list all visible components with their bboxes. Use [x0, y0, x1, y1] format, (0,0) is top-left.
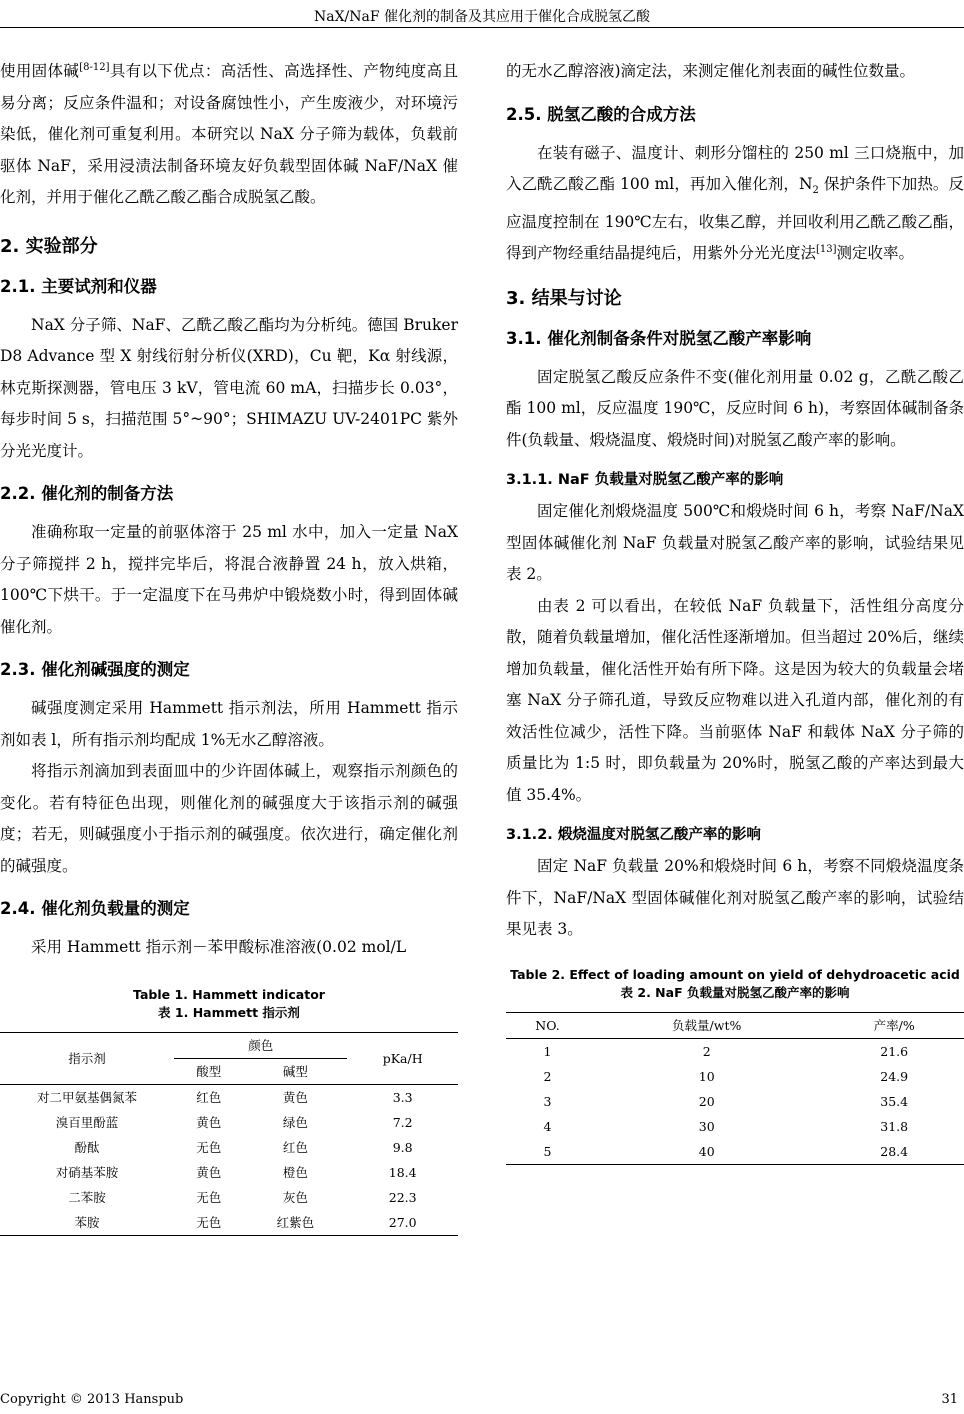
- table-row: 酚酞 无色 红色 9.8: [74, 1139, 413, 1155]
- citation[interactable]: [8-12]: [79, 61, 110, 73]
- table2-header-load: 负载量/wt%: [589, 1012, 824, 1038]
- table-row: 苯胺 无色 红紫色 27.0: [0, 1210, 458, 1236]
- table-1: [0, 1032, 458, 1236]
- section-heading-3-1-1: 3.1.1. NaF 负载量对脱氢乙酸产率的影响: [506, 472, 784, 489]
- page-number: 31: [941, 1392, 958, 1407]
- section-heading-2-3: 2.3. 催化剂碱强度的测定: [0, 660, 190, 679]
- left-column: [0, 56, 458, 1236]
- loading-paragraph: 采用 Hammett 指示剂－苯甲酸标准溶液(0.02 mol/L: [31, 938, 407, 956]
- conditions-paragraph: 固定脱氢乙酸反应条件不变(催化剂用量 0.02 g，乙酰乙酸乙酯 100 ml，反应温度 190℃，反应时间 6 h)，考察固体碱制备条件(负载量、煅烧温度、煅烧时间)对脱氢乙酸产率的影响。: [506, 367, 964, 449]
- table1-header-acid: 酸型: [174, 1058, 243, 1084]
- table2-caption-zh: 表 2. NaF 负载量对脱氢乙酸产率的影响: [620, 984, 850, 1000]
- reagents-paragraph: NaX 分子筛、NaF、乙酰乙酸乙酯均为分析纯。德国 Bruker D8 Advance 型 X 射线衍射分析仪(XRD)，Cu 靶，Kα 射线源，林克斯探测器，管电压 3 kV，管电流 60 mA，扫描步长 0.03°，每步时间 5 s，扫描范围 5°~90°；SHIMAZU UV-2401PC 紫外分光光度计。: [0, 315, 458, 460]
- table1-header-indicator: 指示剂: [0, 1032, 174, 1084]
- loading-paragraph-cont: 的无水乙醇溶液)滴定法，来测定催化剂表面的碱性位数量。: [506, 62, 916, 80]
- header-rule: [0, 27, 964, 28]
- section-heading-2: 2. 实验部分: [0, 235, 98, 257]
- base-strength-paragraph-1: 碱强度测定采用 Hammett 指示剂法，所用 Hammett 指示剂如表 l，所有指示剂均配成 1%无水乙醇溶液。: [0, 699, 458, 749]
- section-heading-3-1-2: 3.1.2. 煅烧温度对脱氢乙酸产率的影响: [506, 827, 761, 844]
- running-header: NaX/NaF 催化剂的制备及其应用于催化合成脱氢乙酸: [313, 9, 651, 25]
- citation[interactable]: [13]: [816, 243, 837, 255]
- calcination-paragraph: 固定 NaF 负载量 20%和煅烧时间 6 h，考察不同煅烧温度条件下，NaF/NaX 型固体碱催化剂对脱氢乙酸产率的影响，试验结果见表 3。: [506, 857, 964, 939]
- table-row: 溴百里酚蓝 黄色 绿色 7.2: [55, 1114, 413, 1130]
- synthesis-paragraph: 在装有磁子、温度计、刺形分馏柱的 250 ml 三口烧瓶中，加入乙酰乙酸乙酯 100 ml，再加入催化剂，$N_2$ 保护条件下加热。反应温度控制在 190℃左右，收集乙醇，并回收利用乙酰乙酸乙酯，得到产物经重结晶提纯后，用紫外分光光度法[13]测定收率。: [506, 143, 964, 263]
- right-column: [506, 56, 964, 1165]
- table-row: 1 2 21.6: [543, 1043, 909, 1059]
- section-heading-2-5: 2.5. 脱氢乙酸的合成方法: [506, 104, 696, 124]
- table-row: 4 30 31.8: [543, 1118, 909, 1134]
- table-row: 对硝基苯胺 黄色 橙色 18.4: [55, 1164, 417, 1180]
- table1-header-color: 颜色: [174, 1032, 347, 1058]
- base-strength-paragraph-2: 将指示剂滴加到表面皿中的少许固体碱上，观察指示剂颜色的变化。若有特征色出现，则催化剂的碱强度大于该指示剂的碱强度；若无，则碱强度小于指示剂的碱强度。依次进行，确定催化剂的碱强度。: [0, 762, 458, 875]
- loading-effect-paragraph-2: 由表 2 可以看出，在较低 NaF 负载量下，活性组分高度分散，随着负载量增加，催化活性逐渐增加。但当超过 20%后，继续增加负载量，催化活性开始有所下降。这是因为较大的负载量会堵塞 NaX 分子筛孔道，导致反应物难以进入孔道内部，催化剂的有效活性位减少，活性下降。当前驱体 NaF 和载体 NaX 分子筛的质量比为 1:5 时，即负载量为 20%时，脱氢乙酸的产率达到最大值 35.4%。: [506, 596, 964, 804]
- table-2: [506, 1012, 964, 1165]
- table-row: 对二甲氨基偶氮苯 红色 黄色 3.3: [37, 1089, 413, 1105]
- table-row: 3 20 35.4: [543, 1093, 909, 1109]
- section-heading-2-2: 2.2. 催化剂的制备方法: [0, 484, 174, 503]
- table-row: 2 10 24.9: [543, 1068, 909, 1084]
- table-row: 5 40 28.4: [506, 1139, 964, 1165]
- table1-header-pka: pKa/H: [347, 1032, 458, 1084]
- table1-caption-zh: 表 1. Hammett 指示剂: [158, 1004, 300, 1020]
- intro-paragraph: 使用固体碱[8-12]具有以下优点：高活性、高选择性、产物纯度高且易分离；反应条件温和；对设备腐蚀性小，产生废液少，对环境污染低，催化剂可重复利用。本研究以 NaX 分子筛为载体，负载前驱体 NaF，采用浸渍法制备环境友好负载型固体碱 NaF/NaX 催化剂，并用于催化乙酰乙酸乙酯合成脱氢乙酸。: [0, 61, 458, 206]
- section-heading-3-1: 3.1. 催化剂制备条件对脱氢乙酸产率影响: [506, 328, 812, 348]
- table2-header-no: NO.: [506, 1012, 589, 1038]
- table-row: 二苯胺 无色 灰色 22.3: [68, 1189, 417, 1205]
- table1-header-base: 碱型: [243, 1058, 347, 1084]
- section-heading-2-1: 2.1. 主要试剂和仪器: [0, 276, 157, 296]
- preparation-paragraph: 准确称取一定量的前驱体溶于 25 ml 水中，加入一定量 NaX 分子筛搅拌 2 h，搅拌完毕后，将混合液静置 24 h，放入烘箱，100℃下烘干。于一定温度下在马弗炉中锻烧数小时，得到固体碱催化剂。: [0, 523, 458, 636]
- footer-copyright: Copyright © 2013 Hanspub: [0, 1392, 184, 1407]
- section-heading-3: 3. 结果与讨论: [506, 287, 622, 309]
- table2-caption-en: Table 2. Effect of loading amount on yield of dehydroacetic acid: [510, 966, 960, 982]
- section-heading-2-4: 2.4. 催化剂负载量的测定: [0, 899, 190, 918]
- loading-effect-paragraph-1: 固定催化剂煅烧温度 500℃和煅烧时间 6 h，考察 NaF/NaX 型固体碱催化剂 NaF 负载量对脱氢乙酸产率的影响，试验结果见表 2。: [506, 502, 964, 584]
- table1-caption-en: Table 1. Hammett indicator: [133, 986, 325, 1002]
- table2-header-yield: 产率/%: [824, 1012, 964, 1038]
